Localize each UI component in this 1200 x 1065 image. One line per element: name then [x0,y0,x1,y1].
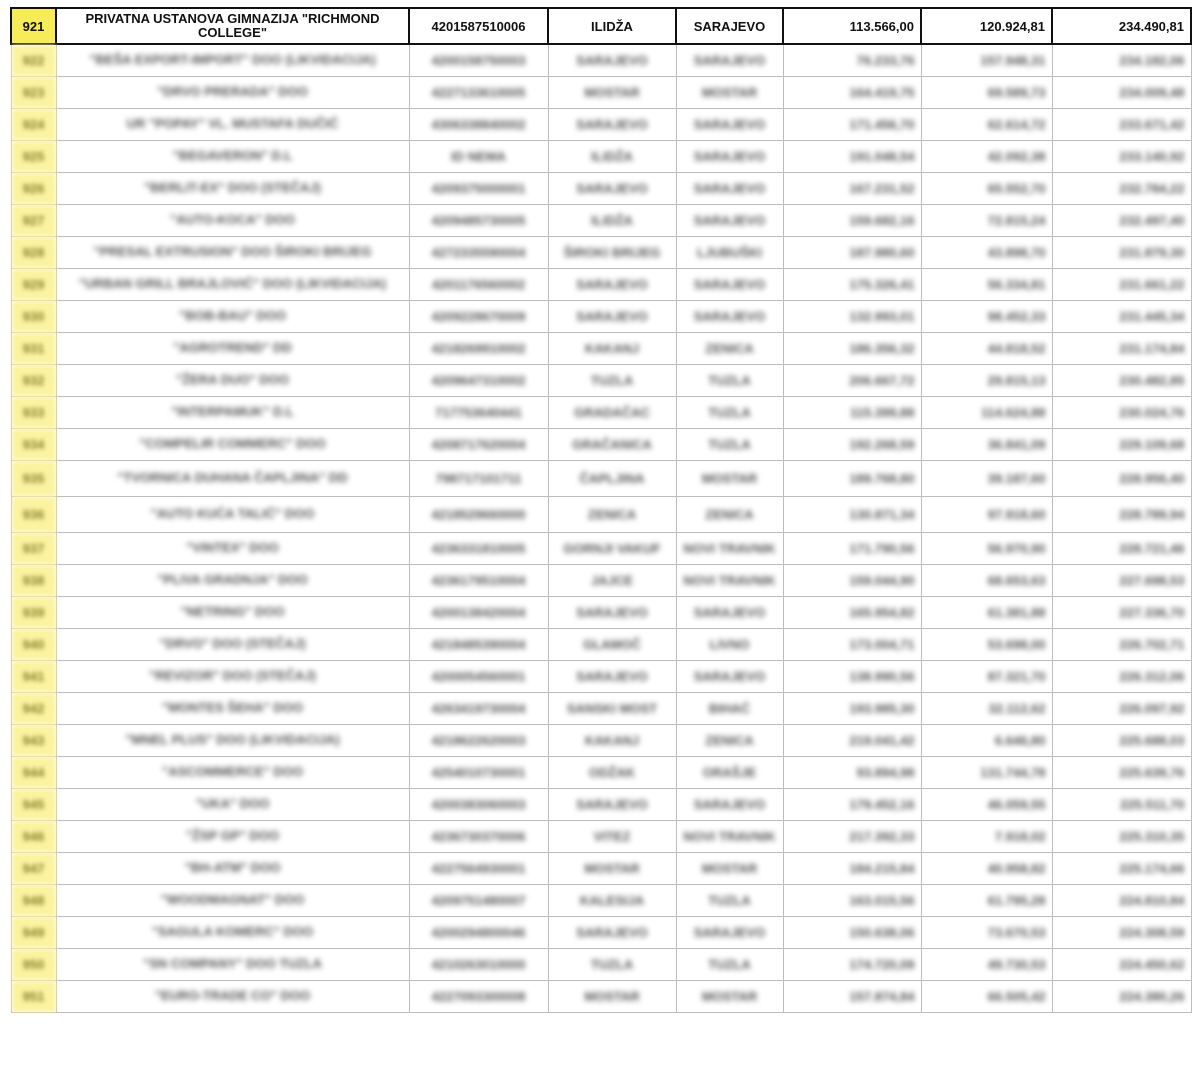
row-number-cell[interactable]: 946 [11,820,56,852]
row-number-cell[interactable]: 942 [11,692,56,724]
table-row[interactable] [11,564,1191,596]
city-cell[interactable]: TUZLA [676,364,783,396]
municipality-cell[interactable]: MOSTAR [548,76,676,108]
row-number-cell[interactable]: 943 [11,724,56,756]
city-cell[interactable]: BIHAĆ [676,692,783,724]
id-number-cell[interactable]: 4201176560002 [409,268,548,300]
id-number-cell[interactable]: 4227093300008 [409,980,548,1012]
table-row[interactable] [11,172,1191,204]
value-2-cell[interactable]: 36.841,09 [921,428,1052,460]
id-number-cell[interactable]: 4210263010000 [409,948,548,980]
row-number-cell[interactable]: 939 [11,596,56,628]
value-2-cell[interactable]: 87.321,70 [921,660,1052,692]
value-1-cell[interactable]: 93.894,98 [783,756,921,788]
city-cell[interactable]: SARAJEVO [676,44,783,76]
value-2-cell[interactable]: 68.653,63 [921,564,1052,596]
row-number-cell[interactable]: 933 [11,396,56,428]
value-2-cell[interactable]: 61.795,28 [921,884,1052,916]
value-2-cell[interactable]: 43.898,70 [921,236,1052,268]
value-1-cell[interactable]: 115.399,88 [783,396,921,428]
row-number-cell[interactable]: 930 [11,300,56,332]
total-cell[interactable]: 233.671,42 [1052,108,1191,140]
value-1-cell[interactable]: 191.048,54 [783,140,921,172]
city-cell[interactable]: SARAJEVO [676,204,783,236]
row-number-cell[interactable]: 921 [11,8,56,44]
value-1-cell[interactable]: 171.456,70 [783,108,921,140]
name-cell[interactable]: "WOODMAGNAT" DOO [56,884,409,916]
value-2-cell[interactable]: 62.614,72 [921,108,1052,140]
id-number-cell[interactable]: 4218529660000 [409,496,548,532]
table-row[interactable] [11,884,1191,916]
id-number-cell[interactable]: 4209751480007 [409,884,548,916]
value-2-cell[interactable]: 114.624,88 [921,396,1052,428]
value-1-cell[interactable]: 217.392,33 [783,820,921,852]
row-number-cell[interactable]: 922 [11,44,56,76]
total-cell[interactable]: 224.810,84 [1052,884,1191,916]
city-cell[interactable]: TUZLA [676,884,783,916]
ranking-table [10,7,1192,1013]
row-number-cell[interactable]: 949 [11,916,56,948]
municipality-cell[interactable]: SANSKI MOST [548,692,676,724]
table-row[interactable] [11,532,1191,564]
city-cell[interactable]: NOVI TRAVNIK [676,564,783,596]
value-2-cell[interactable]: 61.381,88 [921,596,1052,628]
value-2-cell[interactable]: 157.948,31 [921,44,1052,76]
municipality-cell[interactable]: ODŽAK [548,756,676,788]
value-1-cell[interactable]: 159.682,16 [783,204,921,236]
value-2-cell[interactable]: 66.505,42 [921,980,1052,1012]
table-row[interactable] [11,76,1191,108]
value-1-cell[interactable]: 219.041,42 [783,724,921,756]
table-row[interactable] [11,268,1191,300]
row-number-cell[interactable]: 936 [11,496,56,532]
total-cell[interactable]: 224.450,62 [1052,948,1191,980]
id-number-cell[interactable]: 4200138420004 [409,596,548,628]
row-number-cell[interactable]: 926 [11,172,56,204]
id-number-cell[interactable]: 4201587510006 [409,8,548,44]
value-2-cell[interactable]: 65.552,70 [921,172,1052,204]
name-cell[interactable]: "AUTO-KOCA" DOO [56,204,409,236]
city-cell[interactable]: SARAJEVO [676,140,783,172]
row-number-cell[interactable]: 924 [11,108,56,140]
id-number-cell[interactable]: 4218485390004 [409,628,548,660]
city-cell[interactable]: TUZLA [676,396,783,428]
total-cell[interactable]: 226.097,92 [1052,692,1191,724]
city-cell[interactable]: SARAJEVO [676,660,783,692]
value-1-cell[interactable]: 165.954,82 [783,596,921,628]
id-number-cell[interactable]: 4218622620003 [409,724,548,756]
total-cell[interactable]: 234.182,06 [1052,44,1191,76]
value-2-cell[interactable]: 73.670,53 [921,916,1052,948]
municipality-cell[interactable]: KALESIJA [548,884,676,916]
name-cell[interactable]: "EURO-TRADE CO" DOO [56,980,409,1012]
municipality-cell[interactable]: ZENICA [548,496,676,532]
name-cell[interactable]: "TVORNICA DUHANA ČAPLJINA" DD [56,460,409,496]
municipality-cell[interactable]: SARAJEVO [548,108,676,140]
row-number-cell[interactable]: 948 [11,884,56,916]
city-cell[interactable]: MOSTAR [676,76,783,108]
id-number-cell[interactable]: 4306338840002 [409,108,548,140]
id-number-cell[interactable]: 4209228670009 [409,300,548,332]
municipality-cell[interactable]: KAKANJ [548,724,676,756]
value-1-cell[interactable]: 206.667,72 [783,364,921,396]
value-1-cell[interactable]: 130.871,34 [783,496,921,532]
name-cell[interactable]: "NETRING" DOO [56,596,409,628]
id-number-cell[interactable]: 4200294800046 [409,916,548,948]
table-row[interactable] [11,660,1191,692]
id-number-cell[interactable]: 4236179510004 [409,564,548,596]
value-2-cell[interactable]: 98.452,33 [921,300,1052,332]
row-number-cell[interactable]: 928 [11,236,56,268]
municipality-cell[interactable]: KAKANJ [548,332,676,364]
municipality-cell[interactable]: SARAJEVO [548,916,676,948]
table-row[interactable] [11,756,1191,788]
row-number-cell[interactable]: 941 [11,660,56,692]
name-cell[interactable]: "UKA" DOO [56,788,409,820]
municipality-cell[interactable]: SARAJEVO [548,268,676,300]
row-number-cell[interactable]: 944 [11,756,56,788]
id-number-cell[interactable]: 4227133610005 [409,76,548,108]
total-cell[interactable]: 224.380,26 [1052,980,1191,1012]
municipality-cell[interactable]: TUZLA [548,364,676,396]
total-cell[interactable]: 230.024,76 [1052,396,1191,428]
table-row[interactable] [11,8,1191,44]
municipality-cell[interactable]: ILIDŽA [548,8,676,44]
total-cell[interactable]: 233.140,92 [1052,140,1191,172]
id-number-cell[interactable]: 717753640441 [409,396,548,428]
table-row[interactable] [11,948,1191,980]
table-row[interactable] [11,140,1191,172]
value-2-cell[interactable]: 69.589,73 [921,76,1052,108]
value-2-cell[interactable]: 39.187,60 [921,460,1052,496]
value-2-cell[interactable]: 56.334,81 [921,268,1052,300]
value-1-cell[interactable]: 132.993,01 [783,300,921,332]
total-cell[interactable]: 234.009,48 [1052,76,1191,108]
value-1-cell[interactable]: 173.004,71 [783,628,921,660]
value-1-cell[interactable]: 174.720,09 [783,948,921,980]
total-cell[interactable]: 228.721,46 [1052,532,1191,564]
total-cell[interactable]: 232.784,22 [1052,172,1191,204]
id-number-cell[interactable]: 4200383060003 [409,788,548,820]
id-number-cell[interactable]: 4208717620004 [409,428,548,460]
table-row[interactable] [11,460,1191,496]
total-cell[interactable]: 225.310,35 [1052,820,1191,852]
municipality-cell[interactable]: SARAJEVO [548,788,676,820]
city-cell[interactable]: LJUBUŠKI [676,236,783,268]
municipality-cell[interactable]: ŠIROKI BRIJEG [548,236,676,268]
total-cell[interactable]: 224.308,59 [1052,916,1191,948]
city-cell[interactable]: ORAŠJE [676,756,783,788]
name-cell[interactable]: "URBAN GRILL BRAJLOVIĆ" DOO (LIKVIDACIJA) [56,268,409,300]
total-cell[interactable]: 227.336,70 [1052,596,1191,628]
row-number-cell[interactable]: 938 [11,564,56,596]
id-number-cell[interactable]: 4227564930001 [409,852,548,884]
city-cell[interactable]: MOSTAR [676,980,783,1012]
value-1-cell[interactable]: 171.790,56 [783,532,921,564]
row-number-cell[interactable]: 951 [11,980,56,1012]
total-cell[interactable]: 228.789,94 [1052,496,1191,532]
value-2-cell[interactable]: 44.818,52 [921,332,1052,364]
city-cell[interactable]: ZENICA [676,724,783,756]
name-cell[interactable]: "PRESAL EXTRUSION" DOO ŠIROKI BRIJEG [56,236,409,268]
value-2-cell[interactable]: 56.970,90 [921,532,1052,564]
name-cell[interactable]: "BH-ATM" DOO [56,852,409,884]
id-number-cell[interactable]: 798717101711 [409,460,548,496]
municipality-cell[interactable]: SARAJEVO [548,172,676,204]
value-1-cell[interactable]: 138.990,56 [783,660,921,692]
total-cell[interactable]: 231.174,84 [1052,332,1191,364]
total-cell[interactable]: 229.109,68 [1052,428,1191,460]
name-cell[interactable]: "DRVO PRERADA" DOO [56,76,409,108]
total-cell[interactable]: 232.497,40 [1052,204,1191,236]
row-number-cell[interactable]: 931 [11,332,56,364]
city-cell[interactable]: SARAJEVO [676,172,783,204]
value-1-cell[interactable]: 189.768,80 [783,460,921,496]
table-row[interactable] [11,724,1191,756]
row-number-cell[interactable]: 923 [11,76,56,108]
id-number-cell[interactable]: 4200158750003 [409,44,548,76]
city-cell[interactable]: SARAJEVO [676,108,783,140]
id-number-cell[interactable]: 4209485730005 [409,204,548,236]
value-2-cell[interactable]: 46.059,55 [921,788,1052,820]
name-cell[interactable]: "ŽERA DUO" DOO [56,364,409,396]
city-cell[interactable]: TUZLA [676,428,783,460]
row-number-cell[interactable]: 937 [11,532,56,564]
row-number-cell[interactable]: 935 [11,460,56,496]
name-cell[interactable]: "VINTEX" DOO [56,532,409,564]
value-1-cell[interactable]: 164.419,75 [783,76,921,108]
table-row[interactable] [11,788,1191,820]
municipality-cell[interactable]: GORNJI VAKUF [548,532,676,564]
municipality-cell[interactable]: SARAJEVO [548,44,676,76]
id-number-cell[interactable]: 4263419730004 [409,692,548,724]
city-cell[interactable]: NOVI TRAVNIK [676,820,783,852]
value-1-cell[interactable]: 193.985,30 [783,692,921,724]
value-2-cell[interactable]: 72.815,24 [921,204,1052,236]
name-cell[interactable]: "SAGULA KOMERC" DOO [56,916,409,948]
city-cell[interactable]: SARAJEVO [676,300,783,332]
municipality-cell[interactable]: VITEZ [548,820,676,852]
total-cell[interactable]: 225.639,76 [1052,756,1191,788]
municipality-cell[interactable]: ČAPLJINA [548,460,676,496]
table-row[interactable] [11,236,1191,268]
city-cell[interactable]: SARAJEVO [676,916,783,948]
name-cell[interactable]: "BEŠA EXPORT-IMPORT" DOO (LIKVIDACIJA) [56,44,409,76]
row-number-cell[interactable]: 940 [11,628,56,660]
name-cell[interactable]: UR "POPAY" VL. MUSTAFA DUČIĆ [56,108,409,140]
table-row[interactable] [11,204,1191,236]
total-cell[interactable]: 226.312,06 [1052,660,1191,692]
value-1-cell[interactable]: 159.044,90 [783,564,921,596]
city-cell[interactable]: NOVI TRAVNIK [676,532,783,564]
name-cell[interactable]: "ŽSP GP" DOO [56,820,409,852]
total-cell[interactable]: 225.511,70 [1052,788,1191,820]
value-2-cell[interactable]: 40.958,82 [921,852,1052,884]
name-cell[interactable]: "BOB-BAU" DOO [56,300,409,332]
name-cell[interactable]: "PLIVA GRADNJA" DOO [56,564,409,596]
value-1-cell[interactable]: 187.980,60 [783,236,921,268]
city-cell[interactable]: TUZLA [676,948,783,980]
value-2-cell[interactable]: 53.698,00 [921,628,1052,660]
city-cell[interactable]: SARAJEVO [676,8,783,44]
value-2-cell[interactable]: 6.646,80 [921,724,1052,756]
id-number-cell[interactable]: 4200054560001 [409,660,548,692]
city-cell[interactable]: SARAJEVO [676,788,783,820]
id-number-cell[interactable]: 4236331810005 [409,532,548,564]
city-cell[interactable]: SARAJEVO [676,268,783,300]
municipality-cell[interactable]: ILIDŽA [548,204,676,236]
table-row[interactable] [11,396,1191,428]
row-number-cell[interactable]: 929 [11,268,56,300]
name-cell[interactable]: "AUTO KUĆA TALIĆ" DOO [56,496,409,532]
value-2-cell[interactable]: 32.112,62 [921,692,1052,724]
row-number-cell[interactable]: 927 [11,204,56,236]
value-1-cell[interactable]: 184.215,84 [783,852,921,884]
value-1-cell[interactable]: 113.566,00 [783,8,921,44]
name-cell[interactable]: "MNEL PLUS" DOO (LIKVIDACIJA) [56,724,409,756]
value-1-cell[interactable]: 150.638,06 [783,916,921,948]
row-number-cell[interactable]: 950 [11,948,56,980]
value-2-cell[interactable]: 29.815,13 [921,364,1052,396]
table-row[interactable] [11,916,1191,948]
city-cell[interactable]: ZENICA [676,496,783,532]
total-cell[interactable]: 231.661,22 [1052,268,1191,300]
city-cell[interactable]: LIVNO [676,628,783,660]
table-row[interactable] [11,428,1191,460]
id-number-cell[interactable]: 4272335590004 [409,236,548,268]
name-cell[interactable]: "ASCOMMERCE" DOO [56,756,409,788]
total-cell[interactable]: 228.956,40 [1052,460,1191,496]
name-cell[interactable]: "AGROTREND" DD [56,332,409,364]
city-cell[interactable]: SARAJEVO [676,596,783,628]
municipality-cell[interactable]: MOSTAR [548,980,676,1012]
municipality-cell[interactable]: ILIDŽA [548,140,676,172]
row-number-cell[interactable]: 932 [11,364,56,396]
value-1-cell[interactable]: 192.268,59 [783,428,921,460]
row-number-cell[interactable]: 934 [11,428,56,460]
value-1-cell[interactable]: 175.326,41 [783,268,921,300]
row-number-cell[interactable]: 945 [11,788,56,820]
table-row[interactable] [11,108,1191,140]
name-cell[interactable]: "BEGAVERON" D.L [56,140,409,172]
name-cell[interactable]: "INTERPAMUK" D.L [56,396,409,428]
total-cell[interactable]: 227.698,53 [1052,564,1191,596]
id-number-cell[interactable]: 4236730370006 [409,820,548,852]
id-number-cell[interactable]: 4209375000001 [409,172,548,204]
row-number-cell[interactable]: 925 [11,140,56,172]
table-row[interactable] [11,852,1191,884]
municipality-cell[interactable]: SARAJEVO [548,596,676,628]
table-row[interactable] [11,628,1191,660]
table-row[interactable] [11,596,1191,628]
total-cell[interactable]: 231.879,30 [1052,236,1191,268]
total-cell[interactable]: 225.688,03 [1052,724,1191,756]
value-2-cell[interactable]: 131.744,78 [921,756,1052,788]
total-cell[interactable]: 225.174,66 [1052,852,1191,884]
table-row[interactable] [11,300,1191,332]
table-row[interactable] [11,332,1191,364]
value-1-cell[interactable]: 179.452,16 [783,788,921,820]
id-number-cell[interactable]: 4254010730001 [409,756,548,788]
id-number-cell[interactable]: 4209647310002 [409,364,548,396]
municipality-cell[interactable]: SARAJEVO [548,660,676,692]
total-cell[interactable]: 230.482,85 [1052,364,1191,396]
total-cell[interactable]: 226.702,71 [1052,628,1191,660]
city-cell[interactable]: MOSTAR [676,852,783,884]
value-2-cell[interactable]: 97.918,60 [921,496,1052,532]
table-row[interactable] [11,820,1191,852]
city-cell[interactable]: ZENICA [676,332,783,364]
name-cell[interactable]: "MONTES ŠEHA" DOO [56,692,409,724]
municipality-cell[interactable]: SARAJEVO [548,300,676,332]
municipality-cell[interactable]: GRAČANICA [548,428,676,460]
name-cell[interactable]: "COMPELIR COMMERC" DOO [56,428,409,460]
value-1-cell[interactable]: 163.015,56 [783,884,921,916]
municipality-cell[interactable]: MOSTAR [548,852,676,884]
value-2-cell[interactable]: 7.918,02 [921,820,1052,852]
table-body [11,8,1191,1012]
value-1-cell[interactable]: 76.233,76 [783,44,921,76]
name-cell[interactable]: PRIVATNA USTANOVA GIMNAZIJA "RICHMOND COLLEGE" [56,8,409,44]
value-2-cell[interactable]: 42.092,38 [921,140,1052,172]
value-2-cell[interactable]: 49.730,53 [921,948,1052,980]
name-cell[interactable]: "SN COMPANY" DOO TUZLA [56,948,409,980]
municipality-cell[interactable]: TUZLA [548,948,676,980]
municipality-cell[interactable]: JAJCE [548,564,676,596]
total-cell[interactable]: 231.445,34 [1052,300,1191,332]
city-cell[interactable]: MOSTAR [676,460,783,496]
table-row[interactable] [11,496,1191,532]
table-row[interactable] [11,692,1191,724]
row-number-cell[interactable]: 947 [11,852,56,884]
name-cell[interactable]: "BERLIT-EX" DOO (STEČAJ) [56,172,409,204]
table-row[interactable] [11,980,1191,1012]
total-cell[interactable]: 234.490,81 [1052,8,1191,44]
id-number-cell[interactable]: ID NEMA [409,140,548,172]
name-cell[interactable]: "REVIZOR" DOO (STEČAJ) [56,660,409,692]
table-row[interactable] [11,44,1191,76]
municipality-cell[interactable]: GRADAČAC [548,396,676,428]
table-row[interactable] [11,364,1191,396]
municipality-cell[interactable]: GLAMOČ [548,628,676,660]
value-2-cell[interactable]: 120.924,81 [921,8,1052,44]
value-1-cell[interactable]: 167.231,52 [783,172,921,204]
value-1-cell[interactable]: 186.356,32 [783,332,921,364]
value-1-cell[interactable]: 157.874,84 [783,980,921,1012]
name-cell[interactable]: "DRVO" DOO (STEČAJ) [56,628,409,660]
id-number-cell[interactable]: 4218269910002 [409,332,548,364]
